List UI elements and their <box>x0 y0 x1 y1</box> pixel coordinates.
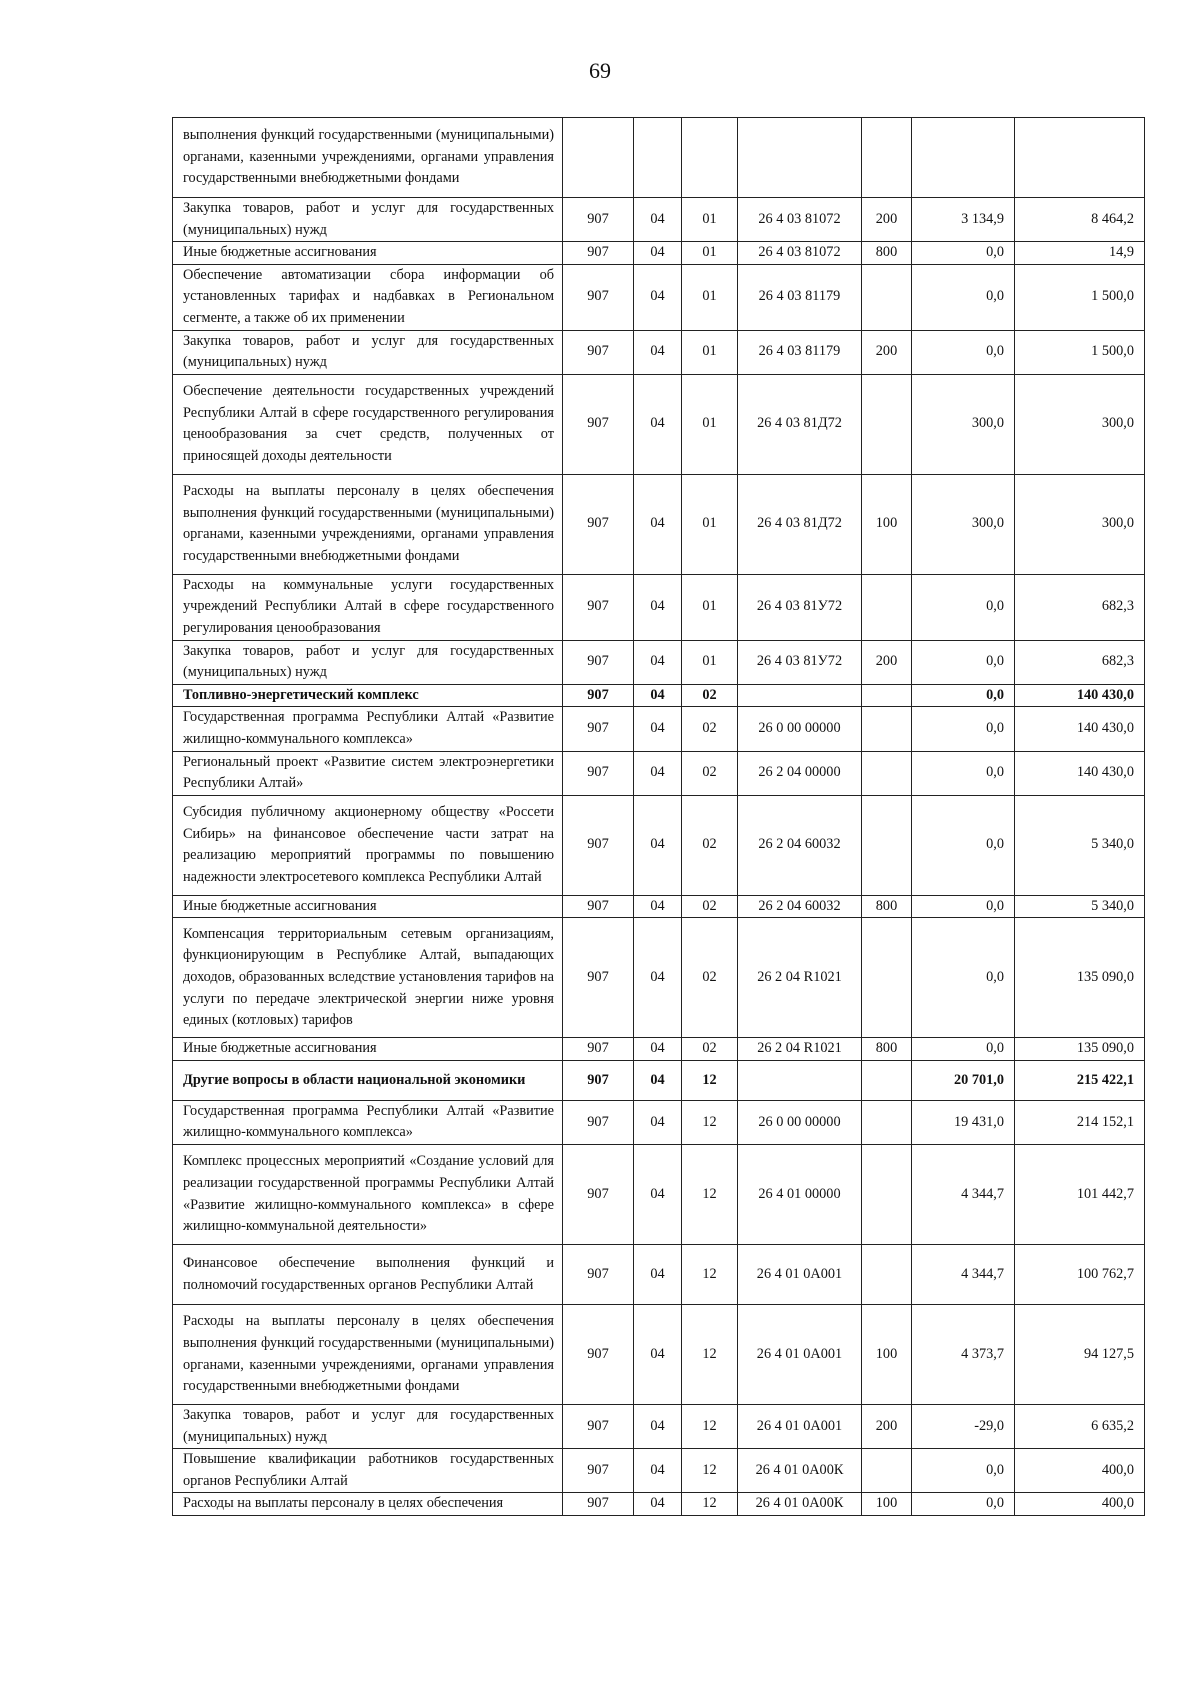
table-row <box>173 330 1145 374</box>
amount-1: 0,0 <box>912 330 1015 374</box>
ministry-code: 907 <box>563 640 634 684</box>
section-code: 04 <box>634 918 682 1038</box>
ministry-code: 907 <box>563 1405 634 1449</box>
table-row <box>173 751 1145 795</box>
section-code: 04 <box>634 640 682 684</box>
table-row <box>173 918 1145 1038</box>
row-name: Региональный проект «Развитие систем электроэнергетики Республики Алтай» <box>173 751 563 795</box>
ministry-code: 907 <box>563 198 634 242</box>
amount-2: 1 500,0 <box>1015 264 1145 330</box>
amount-2: 135 090,0 <box>1015 918 1145 1038</box>
ministry-code: 907 <box>563 374 634 474</box>
amount-1: 4 373,7 <box>912 1305 1015 1405</box>
row-name: Иные бюджетные ассигнования <box>173 895 563 918</box>
expense-type <box>862 1449 912 1493</box>
target-article: 26 4 01 0А001 <box>738 1305 862 1405</box>
ministry-code: 907 <box>563 242 634 265</box>
amount-1: 19 431,0 <box>912 1100 1015 1144</box>
amount-1: 300,0 <box>912 474 1015 574</box>
amount-2: 140 430,0 <box>1015 707 1145 751</box>
table-row <box>173 264 1145 330</box>
amount-2: 215 422,1 <box>1015 1060 1145 1100</box>
amount-2: 300,0 <box>1015 474 1145 574</box>
amount-1: 300,0 <box>912 374 1015 474</box>
subsection-code: 01 <box>682 330 738 374</box>
section-code: 04 <box>634 1060 682 1100</box>
expense-type <box>862 264 912 330</box>
amount-1: 0,0 <box>912 895 1015 918</box>
ministry-code: 907 <box>563 684 634 707</box>
amount-2: 101 442,7 <box>1015 1145 1145 1245</box>
expense-type <box>862 751 912 795</box>
amount-2: 400,0 <box>1015 1449 1145 1493</box>
expense-type: 100 <box>862 1305 912 1405</box>
amount-2: 5 340,0 <box>1015 895 1145 918</box>
expense-type: 200 <box>862 330 912 374</box>
expense-type <box>862 1145 912 1245</box>
section-code: 04 <box>634 474 682 574</box>
subsection-code: 12 <box>682 1145 738 1245</box>
table-row <box>173 684 1145 707</box>
ministry-code: 907 <box>563 707 634 751</box>
expense-type <box>862 1060 912 1100</box>
row-name: Топливно-энергетический комплекс <box>173 684 563 707</box>
section-code: 04 <box>634 264 682 330</box>
expense-type: 200 <box>862 198 912 242</box>
row-name: Повышение квалификации работников государственных органов Республики Алтай <box>173 1449 563 1493</box>
subsection-code: 02 <box>682 684 738 707</box>
ministry-code: 907 <box>563 795 634 895</box>
row-name: Расходы на коммунальные услуги государственных учреждений Республики Алтай в сфере государственного регулирования ценообразования <box>173 574 563 640</box>
section-code: 04 <box>634 1449 682 1493</box>
expense-type <box>862 684 912 707</box>
section-code: 04 <box>634 707 682 751</box>
row-name: Иные бюджетные ассигнования <box>173 1038 563 1061</box>
target-article: 26 4 01 0А001 <box>738 1245 862 1305</box>
budget-table <box>172 117 1145 1516</box>
table-row <box>173 1493 1145 1516</box>
subsection-code: 01 <box>682 474 738 574</box>
ministry-code: 907 <box>563 1060 634 1100</box>
subsection-code: 12 <box>682 1245 738 1305</box>
amount-2: 300,0 <box>1015 374 1145 474</box>
ministry-code: 907 <box>563 1245 634 1305</box>
table-row <box>173 574 1145 640</box>
amount-1 <box>912 118 1015 198</box>
subsection-code: 02 <box>682 707 738 751</box>
expense-type <box>862 374 912 474</box>
amount-1: 4 344,7 <box>912 1245 1015 1305</box>
section-code: 04 <box>634 1100 682 1144</box>
amount-1: 0,0 <box>912 1038 1015 1061</box>
table-body <box>173 118 1145 1516</box>
section-code: 04 <box>634 330 682 374</box>
expense-type: 100 <box>862 474 912 574</box>
target-article: 26 2 04 00000 <box>738 751 862 795</box>
target-article: 26 4 01 0А001 <box>738 1405 862 1449</box>
target-article: 26 4 03 81Д72 <box>738 374 862 474</box>
amount-2: 8 464,2 <box>1015 198 1145 242</box>
section-code: 04 <box>634 242 682 265</box>
section-code <box>634 118 682 198</box>
amount-2: 14,9 <box>1015 242 1145 265</box>
amount-2 <box>1015 118 1145 198</box>
subsection-code: 12 <box>682 1305 738 1405</box>
subsection-code: 02 <box>682 1038 738 1061</box>
row-name: Расходы на выплаты персоналу в целях обеспечения <box>173 1493 563 1516</box>
subsection-code: 12 <box>682 1405 738 1449</box>
subsection-code: 01 <box>682 264 738 330</box>
ministry-code <box>563 118 634 198</box>
ministry-code: 907 <box>563 330 634 374</box>
expense-type: 200 <box>862 1405 912 1449</box>
subsection-code: 01 <box>682 374 738 474</box>
expense-type: 800 <box>862 895 912 918</box>
subsection-code: 01 <box>682 574 738 640</box>
row-name: Государственная программа Республики Алтай «Развитие жилищно-коммунального комплекса» <box>173 1100 563 1144</box>
ministry-code: 907 <box>563 1100 634 1144</box>
target-article <box>738 118 862 198</box>
section-code: 04 <box>634 1305 682 1405</box>
section-code: 04 <box>634 684 682 707</box>
amount-1: -29,0 <box>912 1405 1015 1449</box>
row-name: Субсидия публичному акционерному обществу «Россети Сибирь» на финансовое обеспечение части затрат на реализацию мероприятий программы по повышению надежности электросетевого комплекса Республики Алтай <box>173 795 563 895</box>
ministry-code: 907 <box>563 474 634 574</box>
amount-1: 0,0 <box>912 795 1015 895</box>
ministry-code: 907 <box>563 751 634 795</box>
section-code: 04 <box>634 751 682 795</box>
row-name: Финансовое обеспечение выполнения функций и полномочий государственных органов Республики Алтай <box>173 1245 563 1305</box>
expense-type <box>862 574 912 640</box>
amount-1: 0,0 <box>912 640 1015 684</box>
table-row <box>173 242 1145 265</box>
target-article: 26 2 04 60032 <box>738 895 862 918</box>
section-code: 04 <box>634 895 682 918</box>
row-name: Другие вопросы в области национальной экономики <box>173 1060 563 1100</box>
table-row <box>173 640 1145 684</box>
table-row <box>173 474 1145 574</box>
amount-1: 0,0 <box>912 574 1015 640</box>
target-article: 26 4 01 0А00К <box>738 1493 862 1516</box>
amount-1: 20 701,0 <box>912 1060 1015 1100</box>
target-article: 26 4 03 81179 <box>738 264 862 330</box>
ministry-code: 907 <box>563 918 634 1038</box>
subsection-code: 01 <box>682 242 738 265</box>
expense-type <box>862 918 912 1038</box>
subsection-code: 02 <box>682 751 738 795</box>
subsection-code: 02 <box>682 795 738 895</box>
section-code: 04 <box>634 1038 682 1061</box>
expense-type <box>862 1245 912 1305</box>
amount-1: 0,0 <box>912 684 1015 707</box>
amount-1: 4 344,7 <box>912 1145 1015 1245</box>
row-name: Обеспечение деятельности государственных учреждений Республики Алтай в сфере государственного регулирования ценообразования за счет средств, полученных от приносящей доходы деятельности <box>173 374 563 474</box>
amount-1: 0,0 <box>912 751 1015 795</box>
target-article: 26 4 03 81Д72 <box>738 474 862 574</box>
expense-type <box>862 795 912 895</box>
amount-1: 0,0 <box>912 1449 1015 1493</box>
amount-2: 6 635,2 <box>1015 1405 1145 1449</box>
subsection-code: 12 <box>682 1060 738 1100</box>
table-row <box>173 895 1145 918</box>
amount-2: 1 500,0 <box>1015 330 1145 374</box>
subsection-code <box>682 118 738 198</box>
row-name: Иные бюджетные ассигнования <box>173 242 563 265</box>
target-article: 26 2 04 R1021 <box>738 1038 862 1061</box>
ministry-code: 907 <box>563 264 634 330</box>
section-code: 04 <box>634 1145 682 1245</box>
ministry-code: 907 <box>563 895 634 918</box>
table-row <box>173 1038 1145 1061</box>
table-row <box>173 1145 1145 1245</box>
subsection-code: 02 <box>682 918 738 1038</box>
target-article: 26 4 01 0А00К <box>738 1449 862 1493</box>
table-row <box>173 795 1145 895</box>
amount-2: 214 152,1 <box>1015 1100 1145 1144</box>
amount-1: 0,0 <box>912 918 1015 1038</box>
section-code: 04 <box>634 795 682 895</box>
table-row <box>173 1100 1145 1144</box>
row-name: Закупка товаров, работ и услуг для государственных (муниципальных) нужд <box>173 198 563 242</box>
row-name: Закупка товаров, работ и услуг для государственных (муниципальных) нужд <box>173 640 563 684</box>
amount-2: 94 127,5 <box>1015 1305 1145 1405</box>
expense-type: 800 <box>862 242 912 265</box>
row-name: Расходы на выплаты персоналу в целях обеспечения выполнения функций государственными (муниципальными) органами, казенными учреждениями, органами управления государственными внебюджетными фондами <box>173 474 563 574</box>
amount-1: 0,0 <box>912 242 1015 265</box>
subsection-code: 01 <box>682 640 738 684</box>
table-row <box>173 198 1145 242</box>
target-article <box>738 1060 862 1100</box>
subsection-code: 02 <box>682 895 738 918</box>
section-code: 04 <box>634 1405 682 1449</box>
target-article: 26 4 03 81У72 <box>738 574 862 640</box>
row-name: Расходы на выплаты персоналу в целях обеспечения выполнения функций государственными (муниципальными) органами, казенными учреждениями, органами управления государственными внебюджетными фондами <box>173 1305 563 1405</box>
expense-type <box>862 707 912 751</box>
table-row <box>173 374 1145 474</box>
table-row <box>173 1060 1145 1100</box>
subsection-code: 12 <box>682 1493 738 1516</box>
section-code: 04 <box>634 1493 682 1516</box>
row-name: Компенсация территориальным сетевым организациям, функционирующим в Республике Алтай, выпадающих доходов, образованных вследствие установления тарифов на услуги по передаче электрической энергии ниже уровня единых (котловых) тарифов <box>173 918 563 1038</box>
row-name: Закупка товаров, работ и услуг для государственных (муниципальных) нужд <box>173 1405 563 1449</box>
amount-2: 135 090,0 <box>1015 1038 1145 1061</box>
section-code: 04 <box>634 374 682 474</box>
row-name: выполнения функций государственными (муниципальными) органами, казенными учреждениями, органами управления государственными внебюджетными фондами <box>173 118 563 198</box>
table-row <box>173 1245 1145 1305</box>
row-name: Закупка товаров, работ и услуг для государственных (муниципальных) нужд <box>173 330 563 374</box>
table-row <box>173 1305 1145 1405</box>
row-name: Государственная программа Республики Алтай «Развитие жилищно-коммунального комплекса» <box>173 707 563 751</box>
expense-type: 200 <box>862 640 912 684</box>
amount-1: 0,0 <box>912 264 1015 330</box>
subsection-code: 12 <box>682 1100 738 1144</box>
expense-type: 100 <box>862 1493 912 1516</box>
table-row <box>173 1405 1145 1449</box>
section-code: 04 <box>634 198 682 242</box>
target-article: 26 2 04 60032 <box>738 795 862 895</box>
amount-2: 5 340,0 <box>1015 795 1145 895</box>
subsection-code: 01 <box>682 198 738 242</box>
expense-type: 800 <box>862 1038 912 1061</box>
expense-type <box>862 1100 912 1144</box>
target-article: 26 0 00 00000 <box>738 707 862 751</box>
target-article: 26 4 03 81У72 <box>738 640 862 684</box>
ministry-code: 907 <box>563 1493 634 1516</box>
target-article <box>738 684 862 707</box>
target-article: 26 4 03 81072 <box>738 242 862 265</box>
page-number: 69 <box>589 58 611 83</box>
amount-1: 0,0 <box>912 707 1015 751</box>
amount-2: 100 762,7 <box>1015 1245 1145 1305</box>
table-row <box>173 118 1145 198</box>
amount-2: 140 430,0 <box>1015 684 1145 707</box>
ministry-code: 907 <box>563 1305 634 1405</box>
amount-2: 682,3 <box>1015 574 1145 640</box>
amount-1: 3 134,9 <box>912 198 1015 242</box>
target-article: 26 0 00 00000 <box>738 1100 862 1144</box>
expense-type <box>862 118 912 198</box>
table-row <box>173 1449 1145 1493</box>
ministry-code: 907 <box>563 1145 634 1245</box>
subsection-code: 12 <box>682 1449 738 1493</box>
target-article: 26 4 03 81072 <box>738 198 862 242</box>
table-row <box>173 707 1145 751</box>
target-article: 26 4 01 00000 <box>738 1145 862 1245</box>
row-name: Обеспечение автоматизации сбора информации об установленных тарифах и надбавках в Региональном сегменте, а также об их применении <box>173 264 563 330</box>
amount-2: 140 430,0 <box>1015 751 1145 795</box>
section-code: 04 <box>634 574 682 640</box>
ministry-code: 907 <box>563 574 634 640</box>
row-name: Комплекс процессных мероприятий «Создание условий для реализации государственной программы Республики Алтай «Развитие жилищно-коммунального комплекса» в сфере жилищно-коммунальной деятельности» <box>173 1145 563 1245</box>
target-article: 26 2 04 R1021 <box>738 918 862 1038</box>
amount-1: 0,0 <box>912 1493 1015 1516</box>
ministry-code: 907 <box>563 1449 634 1493</box>
target-article: 26 4 03 81179 <box>738 330 862 374</box>
ministry-code: 907 <box>563 1038 634 1061</box>
amount-2: 682,3 <box>1015 640 1145 684</box>
section-code: 04 <box>634 1245 682 1305</box>
amount-2: 400,0 <box>1015 1493 1145 1516</box>
